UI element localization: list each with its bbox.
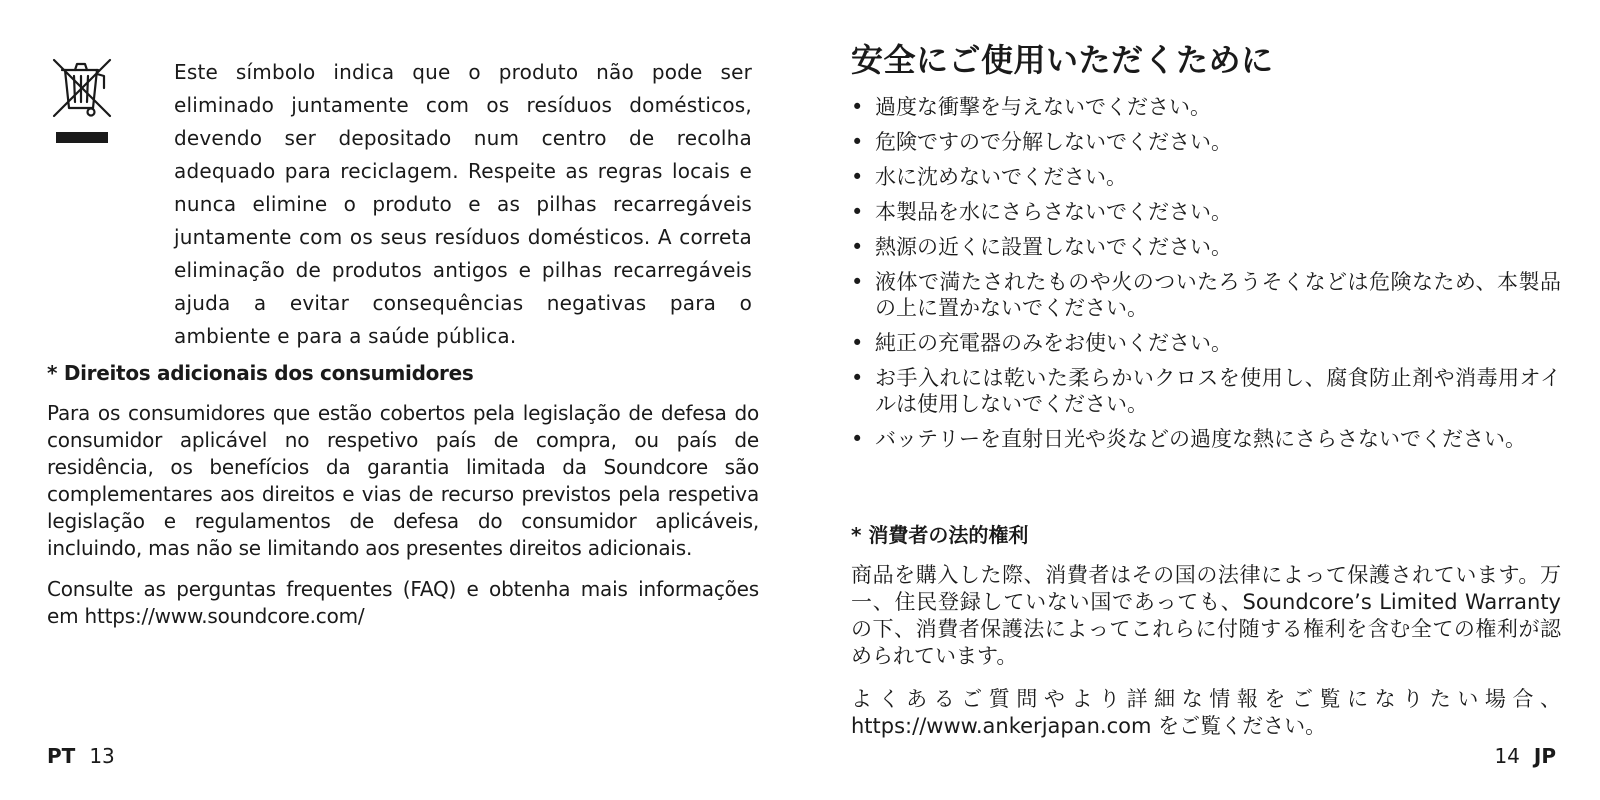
bullet: •: [851, 366, 864, 390]
folio-language: JP: [1533, 744, 1556, 768]
bullet: •: [851, 235, 864, 259]
list-item-text: 危険ですので分解しないでください。: [875, 130, 1232, 154]
list-item-text: 液体で満たされたものや火のついたろうそくなどは危険なため、本製品の上に置かないでください。: [875, 270, 1561, 320]
bullet: •: [851, 130, 864, 154]
weee-disposal-paragraph: Este símbolo indica que o produto não pode ser eliminado juntamente com os resíduos domésticos, devendo ser depositado num centro de recolha adequado para reciclagem. Respeite as regras locais e nunca elimine o produto e as pilhas recarregáveis juntamente com os seus resíduos domésticos. A correta eliminação de produtos antigos e pilhas recarregáveis ajuda a evitar consequências negativas para o ambiente e para a saúde pública.: [174, 60, 752, 348]
list-item-text: 過度な衝撃を与えないでください。: [875, 95, 1211, 119]
list-item-text: 純正の充電器のみをお使いください。: [875, 331, 1232, 355]
consumer-rights-paragraph: Para os consumidores que estão cobertos pela legislação de defesa do consumidor aplicável no respetivo país de compra, ou país de residência, os benefícios da garantia limitada da Soundcore são complementares aos direitos e vias de recurso previstos pela respetiva legislação e regulamentos de defesa do consumidor aplicáveis, incluindo, mas não se limitando aos presentes direitos adicionais.: [47, 401, 759, 560]
list-item: [851, 330, 1561, 356]
list-item-text: 熱源の近くに設置しないでください。: [875, 235, 1232, 259]
crossed-out-wheelie-bin-icon: [48, 54, 116, 146]
bullet: •: [851, 427, 864, 451]
bullet: •: [851, 331, 864, 355]
list-item: [851, 94, 1561, 120]
page-folio-right: [1494, 742, 1556, 770]
folio-page-number: 13: [89, 744, 115, 768]
list-item: [851, 426, 1561, 452]
bullet: •: [851, 270, 864, 294]
faq-paragraph-jp: よくあるご質問やより詳細な情報をご覧になりたい場合、https://www.ankerjapan.com をご覧ください。: [851, 687, 1561, 738]
list-item: [851, 269, 1561, 321]
list-item: [851, 129, 1561, 155]
bullet: •: [851, 200, 864, 224]
list-item-text: 水に沈めないでください。: [875, 165, 1127, 189]
bullet: •: [851, 165, 864, 189]
list-item: [851, 199, 1561, 225]
list-item: [851, 164, 1561, 190]
bullet: •: [851, 95, 864, 119]
consumer-rights-heading: * Direitos adicionais dos consumidores: [47, 361, 474, 385]
page-folio-left: [47, 742, 115, 770]
safety-list: [851, 94, 1561, 461]
faq-paragraph: Consulte as perguntas frequentes (FAQ) e obtenha mais informações em https://www.soundcore.com/: [47, 577, 759, 628]
page-jp: [800, 0, 1600, 800]
folio-language: PT: [47, 744, 76, 768]
list-item-text: 本製品を水にさらさないでください。: [875, 200, 1232, 224]
safety-title: 安全にご使用いただくために: [851, 41, 1274, 79]
list-item: [851, 234, 1561, 260]
folio-page-number: 14: [1494, 744, 1520, 768]
consumer-rights-paragraph-jp: 商品を購入した際、消費者はその国の法律によって保護されています。万一、住民登録していない国であっても、Soundcore’s Limited Warranty の下、消費者保護法によってこれらに付随する権利を含む全ての権利が認められています。: [851, 563, 1561, 668]
consumer-rights-heading-jp: * 消費者の法的権利: [851, 523, 1029, 547]
list-item-text: バッテリーを直射日光や炎などの過度な熱にさらさないでください。: [875, 427, 1526, 451]
list-item: [851, 365, 1561, 417]
list-item-text: お手入れには乾いた柔らかいクロスを使用し、腐食防止剤や消毒用オイルは使用しないでください。: [875, 366, 1561, 416]
